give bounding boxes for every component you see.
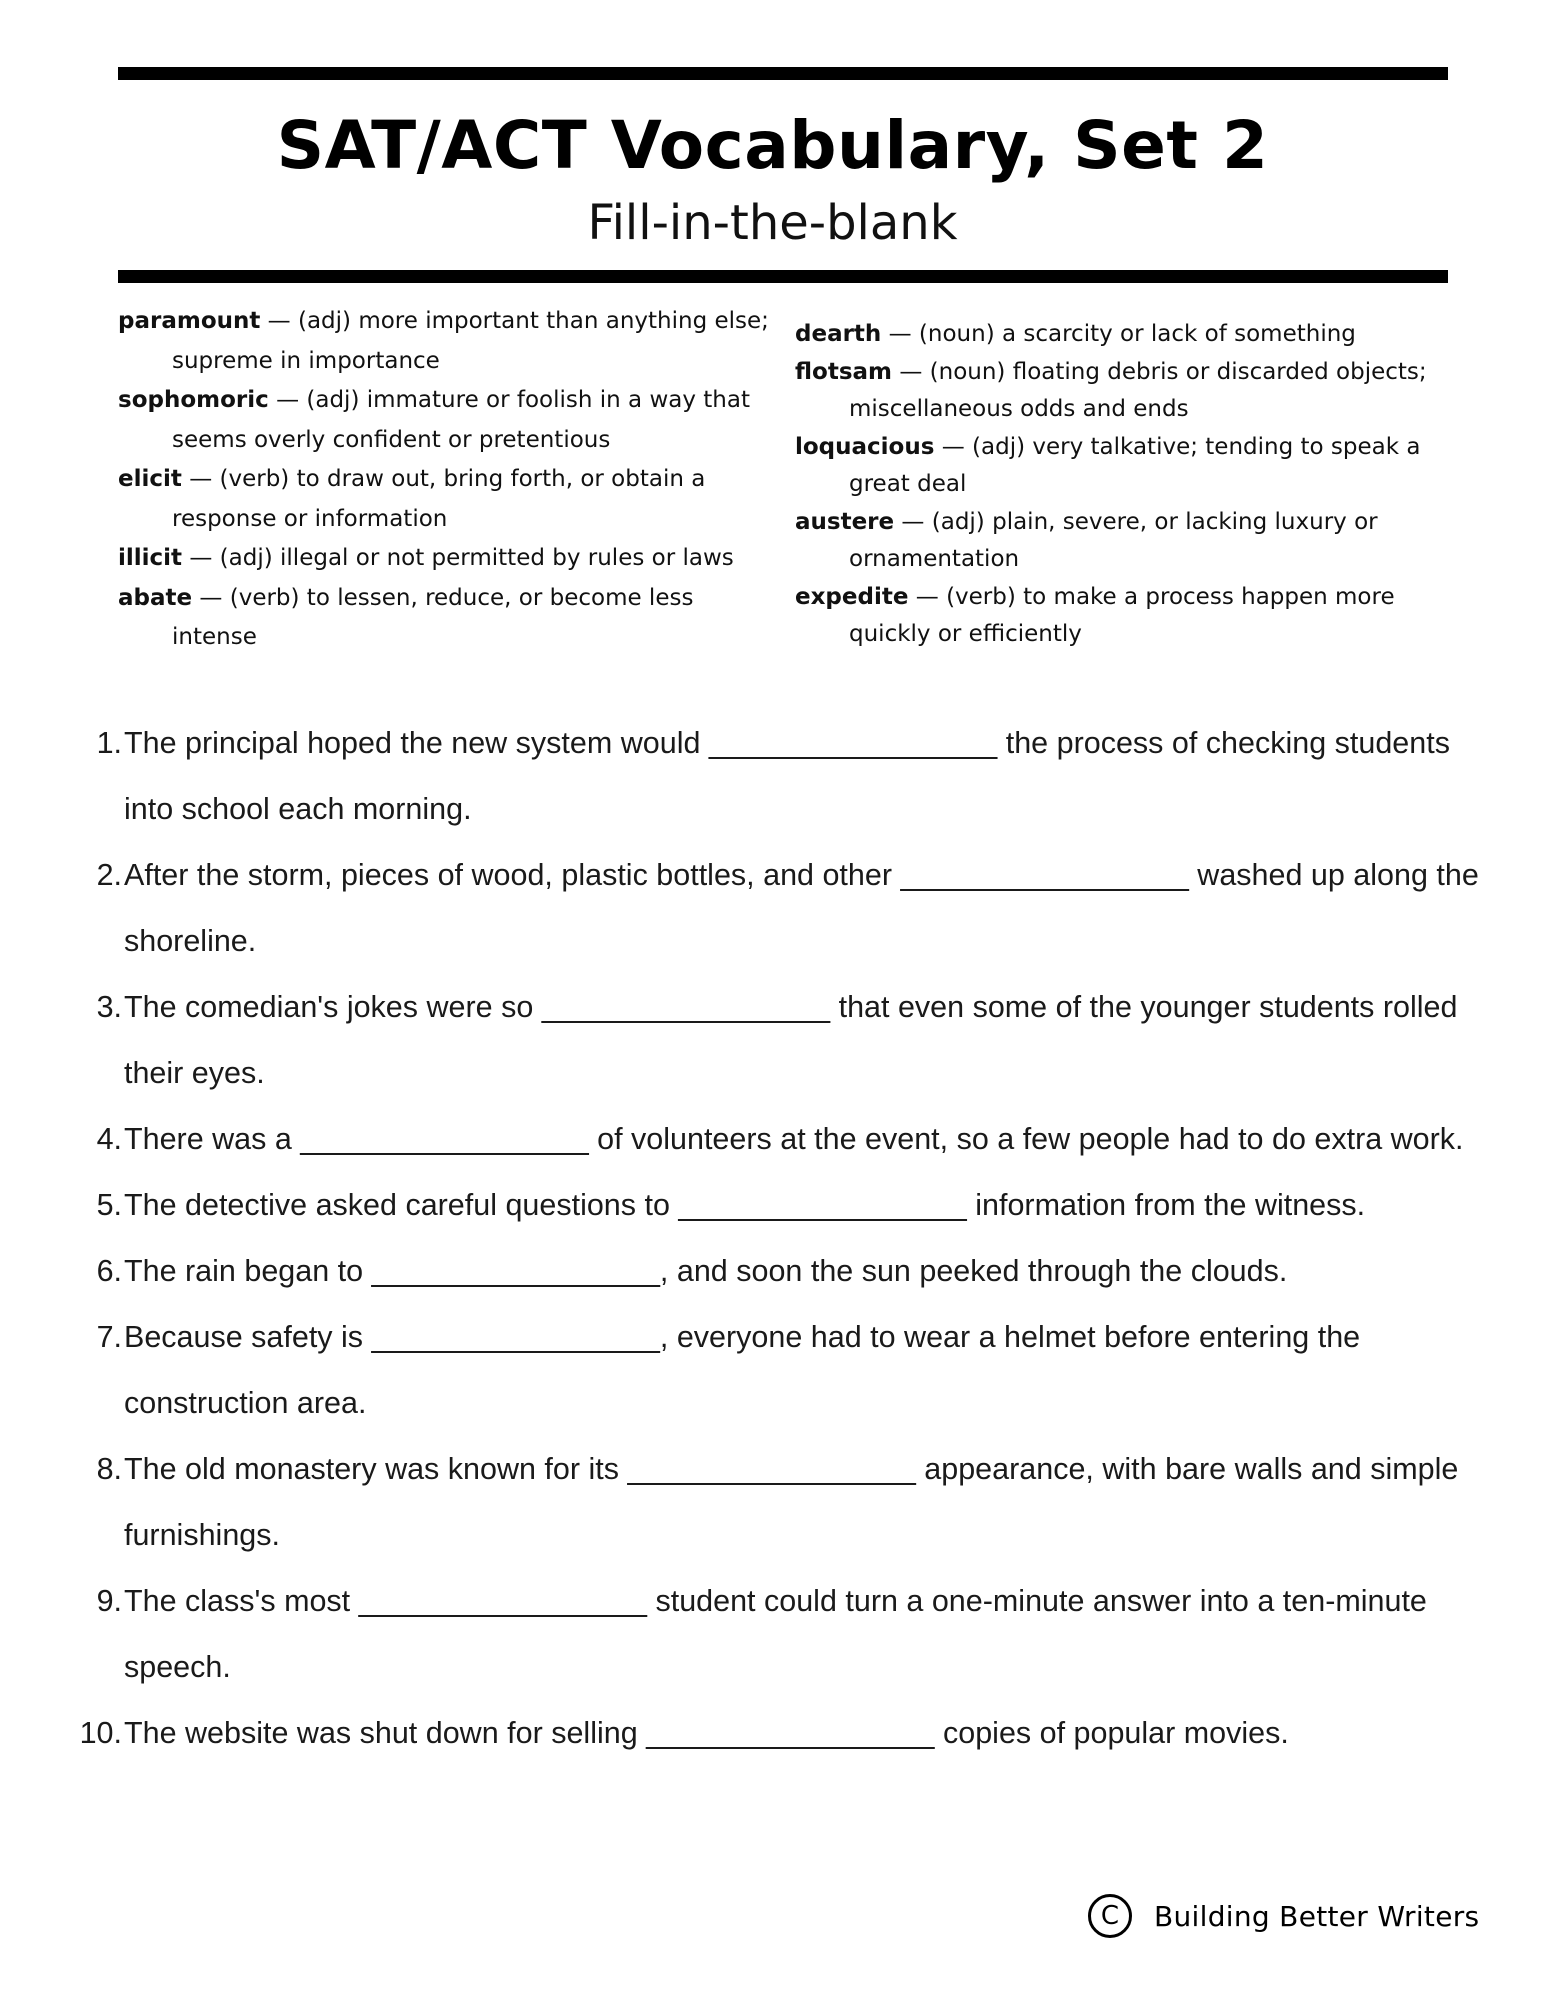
- glossary-definition: — (adj) plain, severe, or lacking luxury or ornamentation: [849, 508, 1378, 572]
- question-item: [60, 1238, 1490, 1304]
- glossary-term: austere: [795, 508, 895, 535]
- glossary-entry: [118, 579, 778, 658]
- glossary-entry: [795, 579, 1480, 654]
- glossary-definition: — (noun) floating debris or discarded objects; miscellaneous odds and ends: [849, 358, 1427, 422]
- glossary-term: loquacious: [795, 433, 935, 460]
- question-item: [60, 1304, 1490, 1436]
- glossary-definition: — (verb) to draw out, bring forth, or obtain a response or information: [172, 466, 706, 532]
- question-number: 10.: [79, 1716, 122, 1750]
- glossary-term: elicit: [118, 466, 182, 492]
- glossary-term: sophomoric: [118, 387, 269, 413]
- glossary-entry: [795, 504, 1480, 579]
- footer-brand: [1088, 1894, 1479, 1938]
- glossary-definition: — (noun) a scarcity or lack of something: [881, 321, 1356, 347]
- top-divider: [118, 67, 1448, 80]
- glossary-definition: — (verb) to lessen, reduce, or become less intense: [172, 584, 694, 650]
- question-text: The website was shut down for selling _________________ copies of popular movies.: [124, 1716, 1289, 1750]
- bottom-divider: [118, 270, 1448, 283]
- question-number: 2.: [96, 858, 122, 892]
- question-text: There was a _________________ of volunteers at the event, so a few people had to do extra work.: [124, 1122, 1464, 1156]
- glossary-right-column: [795, 316, 1480, 654]
- glossary-entry: [795, 354, 1480, 429]
- glossary-definition: — (verb) to make a process happen more quickly or efficiently: [849, 583, 1395, 647]
- question-number: 3.: [96, 990, 122, 1024]
- question-list: [60, 710, 1490, 1766]
- glossary-definition: — (adj) illegal or not permitted by rules or laws: [182, 545, 734, 571]
- question-item: [60, 1568, 1490, 1700]
- glossary-definition: — (adj) very talkative; tending to speak a great deal: [849, 433, 1421, 497]
- glossary-term: flotsam: [795, 358, 893, 385]
- question-text: The comedian's jokes were so _________________ that even some of the younger students rolled their eyes.: [124, 990, 1458, 1090]
- glossary-term: dearth: [795, 321, 882, 347]
- question-number: 6.: [96, 1254, 122, 1288]
- question-item: [60, 1700, 1490, 1766]
- question-text: After the storm, pieces of wood, plastic bottles, and other _________________ washed up along the shoreline.: [124, 858, 1479, 958]
- page-title: SAT/ACT Vocabulary, Set 2: [276, 107, 1269, 184]
- glossary-term: paramount: [118, 308, 261, 334]
- brand-name: Building Better Writers: [1154, 1899, 1480, 1933]
- question-number: 4.: [96, 1122, 122, 1156]
- glossary-definition: — (adj) immature or foolish in a way that seems overly confident or pretentious: [172, 387, 750, 453]
- glossary-entry: [118, 539, 778, 579]
- question-item: [60, 1172, 1490, 1238]
- question-item: [60, 710, 1490, 842]
- question-text: The rain began to _________________, and soon the sun peeked through the clouds.: [124, 1254, 1288, 1288]
- page-subtitle: Fill-in-the-blank: [587, 195, 958, 251]
- copyright-icon: C: [1088, 1894, 1132, 1938]
- question-item: [60, 1106, 1490, 1172]
- glossary-entry: [795, 429, 1480, 504]
- question-number: 1.: [96, 726, 122, 760]
- glossary-entry: [795, 316, 1480, 354]
- glossary-definition: — (adj) more important than anything else; supreme in importance: [172, 308, 769, 374]
- glossary-term: abate: [118, 584, 193, 611]
- glossary-left-column: [118, 302, 778, 658]
- question-number: 7.: [96, 1320, 122, 1354]
- glossary-term: illicit: [118, 545, 183, 571]
- glossary-term: expedite: [795, 583, 909, 610]
- question-item: [60, 842, 1490, 974]
- question-text: Because safety is _________________, everyone had to wear a helmet before entering the construction area.: [124, 1320, 1361, 1420]
- glossary-entry: [118, 460, 778, 539]
- question-number: 5.: [96, 1188, 122, 1222]
- glossary-entry: [118, 302, 778, 381]
- question-text: The detective asked careful questions to _________________ information from the witness.: [124, 1188, 1366, 1222]
- question-number: 9.: [96, 1584, 122, 1618]
- glossary-entry: [118, 381, 778, 460]
- question-text: The old monastery was known for its _________________ appearance, with bare walls and simple furnishings.: [124, 1452, 1459, 1552]
- question-number: 8.: [96, 1452, 122, 1486]
- question-text: The principal hoped the new system would _________________ the process of checking students into school each morning.: [124, 726, 1450, 826]
- question-item: [60, 974, 1490, 1106]
- question-item: [60, 1436, 1490, 1568]
- question-text: The class's most _________________ student could turn a one-minute answer into a ten-minute speech.: [124, 1584, 1427, 1684]
